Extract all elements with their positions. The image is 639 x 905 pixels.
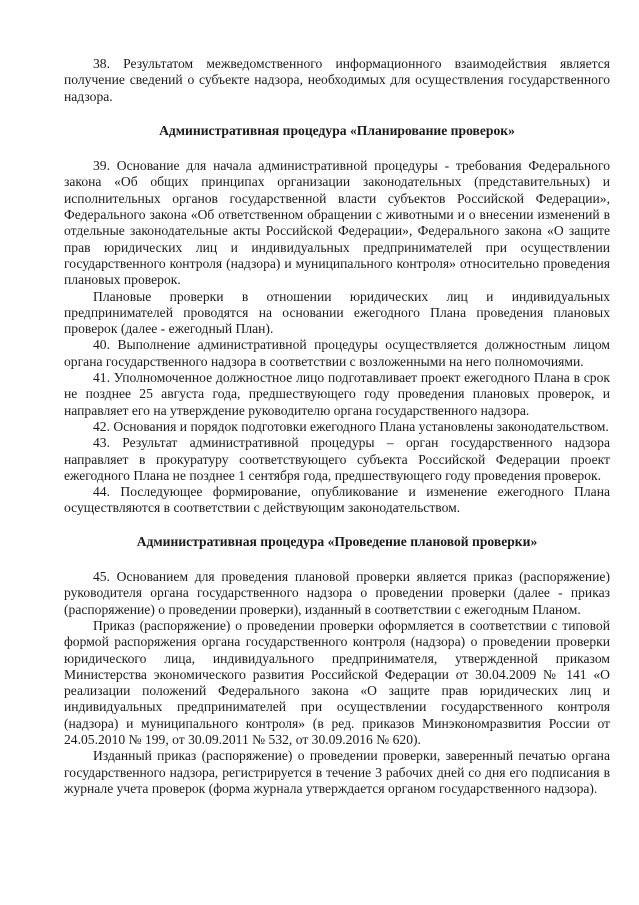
section-heading-planning: Административная процедура «Планирование проверок» — [159, 122, 515, 138]
paragraph-38: 38. Результатом межведомственного информационного взаимодействия является получение сведений о субъекте надзора, необходимых для осуществления государственного надзора. — [64, 56, 610, 104]
paragraph-order-registration: Изданный приказ (распоряжение) о проведении проверки, заверенный печатью органа государственного надзора, регистрируется в течение 3 рабочих дней со дня его подписания в журнале учета проверок (форма журнала утверждается органом государственного надзора). — [64, 748, 610, 796]
section-planning-body — [64, 158, 610, 517]
paragraph-40: 40. Выполнение административной процедуры осуществляется должностным лицом органа государственного надзора в соответствии с возложенными на него полномочиями. — [64, 337, 610, 369]
section-heading-inspection: Административная процедура «Проведение плановой проверки» — [136, 533, 538, 549]
paragraph-42: 42. Основания и порядок подготовки ежегодного Плана установлены законодательством. — [93, 418, 609, 434]
paragraph-44: 44. Последующее формирование, опубликование и изменение ежегодного Плана осуществляются в соответствии с действующим законодательством. — [64, 484, 610, 516]
paragraph-39: 39. Основание для начала административной процедуры - требования Федерального закона «Об общих принципах организации законодательных (представительных) и исполнительных органов государственной власти субъектов Российской Федерации», Федерального закона «Об ответственном обращении с животными и о внесении изменений в отдельные законодательные акты Российской Федерации», Федерального закона «О защите прав юридических лиц и индивидуальных предпринимателей при осуществлении государственного контроля (надзора) и муниципального контроля» относительно проведения плановых проверок. — [64, 158, 610, 288]
paragraph-43: 43. Результат административной процедуры – орган государственного надзора направляет в прокуратуру соответствующего субъекта Российской Федерации проект ежегодного Плана не позднее 1 сентября года, предшествующего году проведения проверок. — [64, 435, 610, 483]
paragraph-planned-inspections: Плановые проверки в отношении юридических лиц и индивидуальных предпринимателей проводятся на основании ежегодного Плана проведения плановых проверок (далее - ежегодный План). — [64, 288, 610, 337]
section-inspection-body — [64, 569, 610, 797]
paragraph-41: 41. Уполномоченное должностное лицо подготавливает проект ежегодного Плана в срок не позднее 25 августа года, предшествующего году проведения плановых проверок, и направляет его на утверждение руководителю органа государственного надзора. — [64, 370, 610, 418]
paragraph-45: 45. Основанием для проведения плановой проверки является приказ (распоряжение) руководителя органа государственного надзора о проведении проверки (далее - приказ (распоряжение) о проведении проверки), изданный в соответствии с ежегодным Планом. — [64, 569, 610, 617]
paragraph-order-form: Приказ (распоряжение) о проведении проверки оформляется в соответствии с типовой формой распоряжения органа государственного контроля (надзора) о проведении проверки юридического лица, индивидуального предпринимателя, утвержденной приказом Министерства экономического развития Российской Федерации от 30.04.2009 № 141 «О реализации положений Федерального закона «О защите прав юридических лиц и индивидуальных предпринимателей при осуществлении государственного контроля (надзора) и муниципального контроля» (в ред. приказов Минэкономразвития России от 24.05.2010 № 199, от 30.09.2011 № 532, от 30.09.2016 № 620). — [64, 617, 610, 747]
